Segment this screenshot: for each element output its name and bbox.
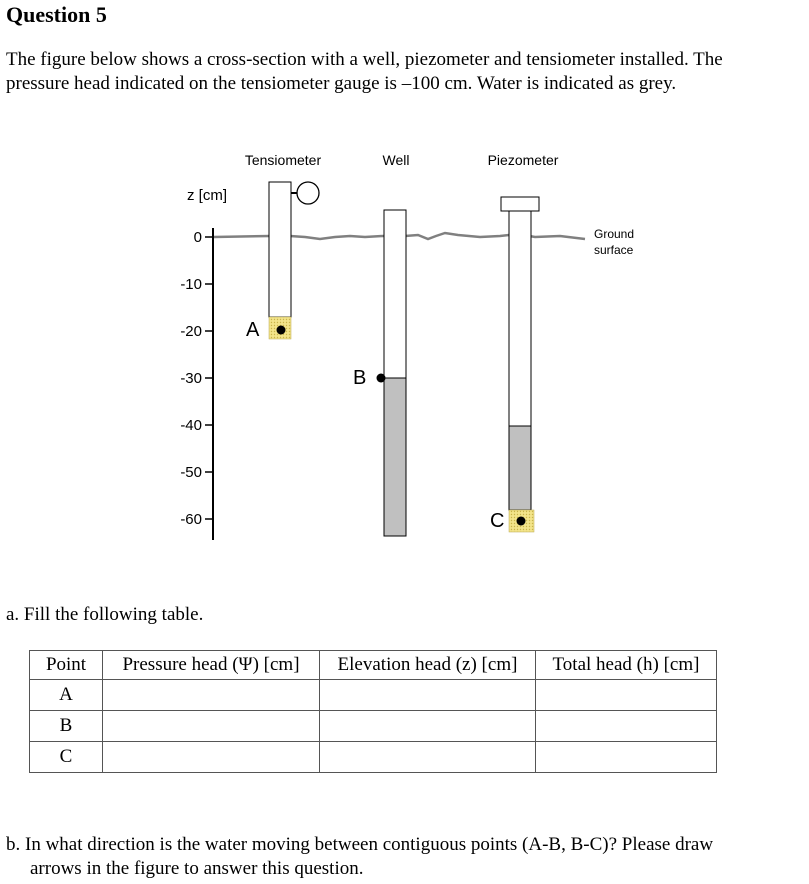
- piezometer-label: Piezometer: [487, 152, 559, 168]
- pressure-head-cell[interactable]: [103, 680, 320, 711]
- axis-title: z [cm]: [187, 187, 227, 204]
- tick-label-10: -10: [180, 276, 202, 293]
- table-row: [30, 742, 717, 773]
- row-point-label: A: [30, 680, 103, 711]
- tick-label-0: 0: [193, 229, 202, 246]
- table-row: [30, 680, 717, 711]
- part-b-line-2: arrows in the figure to answer this question.: [30, 858, 364, 879]
- intro-paragraph: [6, 48, 806, 96]
- header-total-head: Total head (h) [cm]: [536, 651, 717, 680]
- ground-label-line1: Ground: [594, 227, 635, 241]
- row-point-label: B: [30, 711, 103, 742]
- piezometer-cap: [501, 197, 539, 211]
- header-elevation-head: Elevation head (z) [cm]: [320, 651, 536, 680]
- point-c-label: C: [490, 510, 505, 532]
- elevation-head-cell[interactable]: [320, 711, 536, 742]
- tick-label-20: -20: [180, 323, 202, 340]
- point-c-marker: [517, 517, 526, 526]
- tick-label-30: -30: [180, 370, 202, 387]
- point-b-label: B: [353, 367, 367, 389]
- tick-label-60: -60: [180, 511, 202, 528]
- intro-line-1: The figure below shows a cross-section with a well, piezometer and tensiometer installed. The: [6, 49, 723, 70]
- total-head-cell[interactable]: [536, 711, 717, 742]
- piezometer-water-column: [509, 426, 531, 510]
- elevation-head-cell[interactable]: [320, 742, 536, 773]
- header-point: Point: [30, 651, 103, 680]
- total-head-cell[interactable]: [536, 680, 717, 711]
- part-b-prompt: [6, 833, 806, 881]
- header-pressure-head: Pressure head (Ψ) [cm]: [103, 651, 320, 680]
- tick-label-50: -50: [180, 464, 202, 481]
- cross-section-figure: [0, 140, 809, 550]
- axis-ticks: [205, 237, 213, 519]
- point-b-marker: [377, 374, 386, 383]
- question-heading: Question 5: [6, 2, 107, 27]
- intro-line-2: pressure head indicated on the tensiometer gauge is –100 cm. Water is indicated as grey.: [6, 73, 677, 94]
- well-water-column: [384, 378, 406, 536]
- well-label: Well: [382, 152, 410, 168]
- total-head-cell[interactable]: [536, 742, 717, 773]
- table-header-row: [30, 651, 717, 680]
- tensiometer-tube: [269, 182, 291, 317]
- tensiometer-label: Tensiometer: [244, 152, 322, 168]
- ground-label-line2: surface: [594, 243, 634, 257]
- row-point-label: C: [30, 742, 103, 773]
- tick-label-40: -40: [180, 417, 202, 434]
- elevation-head-cell[interactable]: [320, 680, 536, 711]
- part-a-prompt: a. Fill the following table.: [6, 604, 204, 625]
- pressure-head-cell[interactable]: [103, 711, 320, 742]
- pressure-head-cell[interactable]: [103, 742, 320, 773]
- point-a-marker: [277, 326, 286, 335]
- tensiometer-gauge-dial: [297, 182, 319, 204]
- part-b-line-1: b. In what direction is the water moving between contiguous points (A-B, B-C)? Please draw: [6, 834, 714, 855]
- point-a-label: A: [246, 319, 260, 341]
- head-table: [29, 650, 717, 773]
- table-row: [30, 711, 717, 742]
